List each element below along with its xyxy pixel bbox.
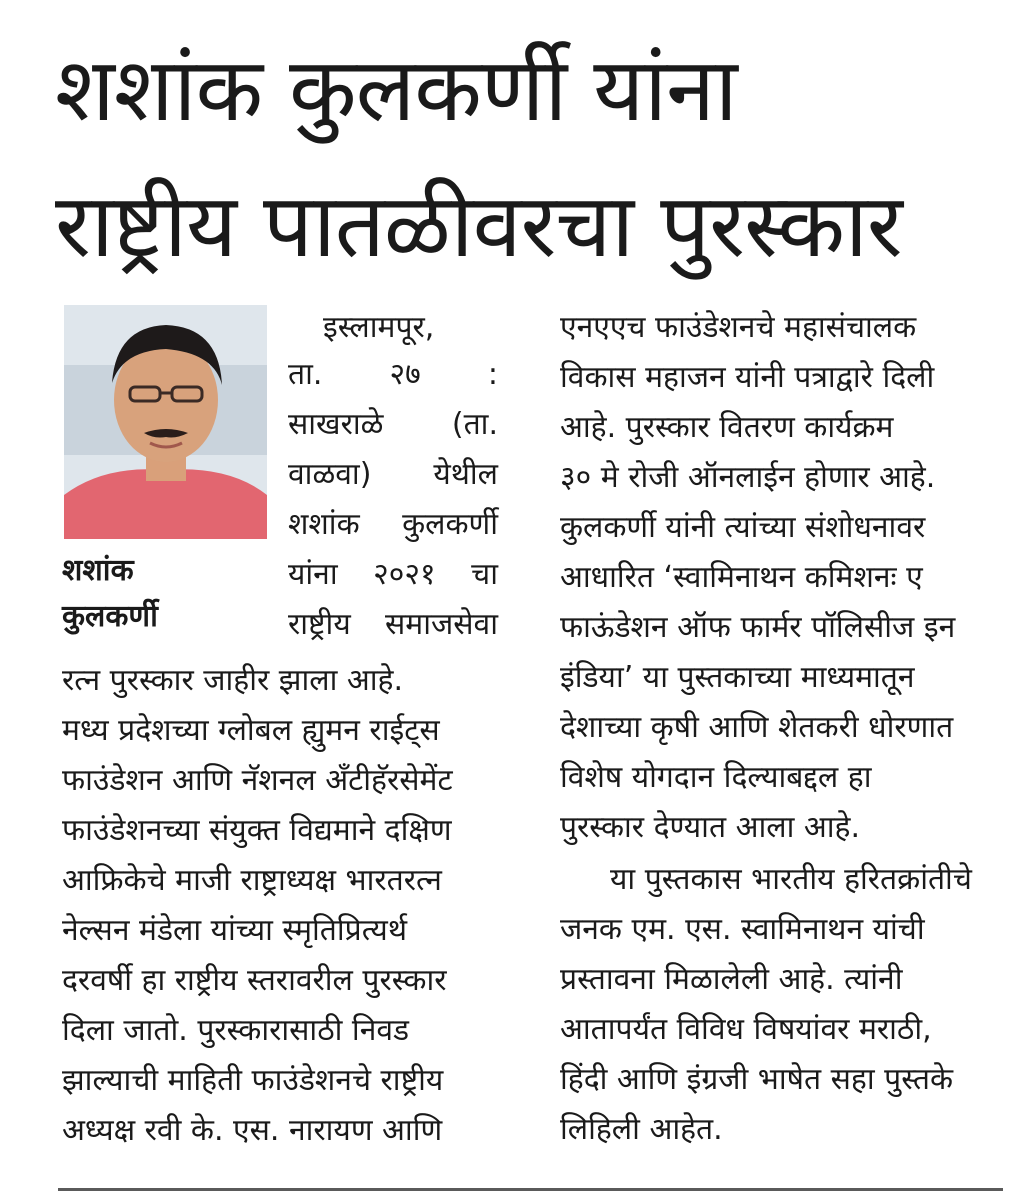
column1-narrow-line: ता. २७ : xyxy=(288,357,498,392)
column2-line: एनएएच फाउंडेशनचे महासंचालक xyxy=(560,310,917,345)
column1-narrow-line: वाळवा) येथील xyxy=(288,457,498,492)
column1-line: दिला जातो. पुरस्कारासाठी निवड xyxy=(62,1013,410,1048)
column2-paragraph-start: या पुस्तकास भारतीय हरितक्रांतीचे xyxy=(610,862,972,897)
photo-caption-line-1: शशांक xyxy=(62,553,134,588)
column2-line: विकास महाजन यांनी पत्राद्वारे दिली xyxy=(560,360,935,395)
portrait-image xyxy=(64,305,267,539)
column1-line: मध्य प्रदेशच्या ग्लोबल ह्युमन राईट्स xyxy=(62,713,440,748)
column2-line: देशाच्या कृषी आणि शेतकरी धोरणात xyxy=(560,710,954,745)
column1-line: नेल्सन मंडेला यांच्या स्मृतिप्रित्यर्थ xyxy=(62,913,407,948)
column1-line: अध्यक्ष रवी के. एस. नारायण आणि xyxy=(62,1113,443,1148)
column2-line: पुरस्कार देण्यात आला आहे. xyxy=(560,810,861,845)
column2-line: आतापर्यंत विविध विषयांवर मराठी, xyxy=(560,1012,932,1047)
column1-narrow-line: शशांक कुलकर्णी xyxy=(288,507,498,542)
column1-line: फाउंडेशनच्या संयुक्त विद्यमाने दक्षिण xyxy=(62,813,452,848)
portrait-photo xyxy=(64,305,267,539)
headline-line-2: राष्ट्रीय पातळीवरचा पुरस्कार xyxy=(55,174,902,277)
column2-line: फाऊंडेशन ऑफ फार्मर पॉलिसीज इन xyxy=(560,610,956,645)
column1-line: फाउंडेशन आणि नॅशनल अँटीहॅरसेमेंट xyxy=(62,763,453,798)
column1-line: आफ्रिकेचे माजी राष्ट्राध्यक्ष भारतरत्न xyxy=(62,863,442,898)
column2-line: विशेष योगदान दिल्याबद्दल हा xyxy=(560,760,872,795)
column2-line: लिहिली आहेत. xyxy=(560,1112,723,1147)
column1-line: दरवर्षी हा राष्ट्रीय स्तरावरील पुरस्कार xyxy=(62,963,447,998)
column1-narrow-line: यांना २०२१ चा xyxy=(288,557,498,592)
dateline: इस्लामपूर, xyxy=(323,310,435,345)
photo-caption-line-2: कुलकर्णी xyxy=(62,599,158,634)
column1-narrow-line: राष्ट्रीय समाजसेवा xyxy=(288,607,498,642)
column2-line: हिंदी आणि इंग्रजी भाषेत सहा पुस्तके xyxy=(560,1062,954,1097)
column2-line: कुलकर्णी यांनी त्यांच्या संशोधनावर xyxy=(560,510,926,545)
column1-narrow-line: साखराळे (ता. xyxy=(288,407,498,442)
column2-line: प्रस्तावना मिळालेली आहे. त्यांनी xyxy=(560,962,903,997)
column1-line: रत्न पुरस्कार जाहीर झाला आहे. xyxy=(62,663,404,698)
column2-line: आधारित ‘स्वामिनाथन कमिशनः ए xyxy=(560,560,923,595)
column2-line: जनक एम. एस. स्वामिनाथन यांची xyxy=(560,912,925,947)
column2-line: इंडिया’ या पुस्तकाच्या माध्यमातून xyxy=(560,660,915,695)
column2-line: ३० मे रोजी ऑनलाईन होणार आहे. xyxy=(560,460,936,495)
headline-line-1: शशांक कुलकर्णी यांना xyxy=(55,38,737,141)
column1-line: झाल्याची माहिती फाउंडेशनचे राष्ट्रीय xyxy=(62,1063,444,1098)
bottom-divider xyxy=(58,1188,1003,1191)
column2-line: आहे. पुरस्कार वितरण कार्यक्रम xyxy=(560,410,894,445)
